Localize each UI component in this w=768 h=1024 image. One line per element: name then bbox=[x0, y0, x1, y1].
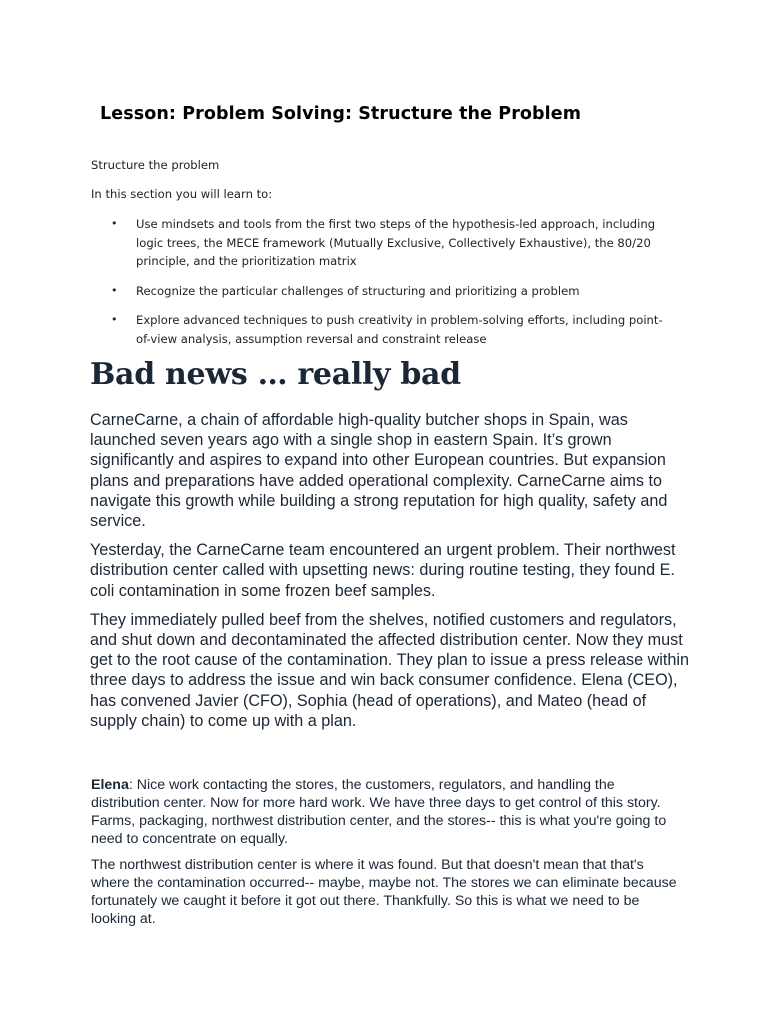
story-body bbox=[90, 410, 690, 740]
story-paragraph: They immediately pulled beef from the shelves, notified customers and regulators, and shut down and decontaminated the affected distribution center. Now they must get to the root cause of the contamination. They plan to issue a press release within three days to address the issue and win back consumer confidence. Elena (CEO), has convened Javier (CFO), Sophia (head of operations), and Mateo (head of supply chain) to come up with a plan. bbox=[90, 610, 689, 730]
section-label: Structure the problem bbox=[91, 158, 220, 172]
lesson-title: Lesson: Problem Solving: Structure the Problem bbox=[100, 104, 582, 124]
dialog-text: : Nice work contacting the stores, the customers, regulators, and handling the distribution center. Now for more hard work. We have three days to get control of this story. Farms, packaging, northwest distribution center, and the stores-- this is what you're going to need to concentrate on equally. bbox=[91, 777, 667, 847]
learning-objectives-list bbox=[91, 215, 671, 359]
speaker-name: Elena bbox=[91, 777, 129, 793]
learn-intro: In this section you will learn to: bbox=[91, 187, 273, 201]
dialog-line: The northwest distribution center is where it was found. But that doesn't mean that that's where the contamination occurred-- maybe, maybe not. The stores we can eliminate because fortunately we caught it before it got out there. Thankfully. So this is what we need to be looking at. bbox=[91, 857, 677, 927]
story-paragraph: CarneCarne, a chain of affordable high-quality butcher shops in Spain, was launched seven years ago with a single shop in eastern Spain. It’s grown significantly and aspires to expand into other European countries. But expansion plans and preparations have added operational complexity. CarneCarne aims to navigate this growth while building a strong reputation for high quality, safety and service. bbox=[90, 411, 668, 531]
learning-objective-item: • Explore advanced techniques to push creativity in problem-solving efforts, including point-of-view analysis, assumption reversal and constraint release bbox=[91, 311, 671, 348]
learning-objective-item: • Recognize the particular challenges of structuring and prioritizing a problem bbox=[91, 282, 671, 301]
dialog-transcript bbox=[91, 776, 681, 936]
story-paragraph: Yesterday, the CarneCarne team encountered an urgent problem. Their northwest distribution center called with upsetting news: during routine testing, they found E. coli contamination in some frozen beef samples. bbox=[90, 541, 676, 600]
section-heading: Bad news … really bad bbox=[90, 357, 461, 392]
learning-objective-item: • Use mindsets and tools from the first two steps of the hypothesis-led approach, including logic trees, the MECE framework (Mutually Exclusive, Collectively Exhaustive), the 80/20 principle, and the prioritization matrix bbox=[91, 215, 671, 271]
dialog-line bbox=[91, 776, 681, 848]
